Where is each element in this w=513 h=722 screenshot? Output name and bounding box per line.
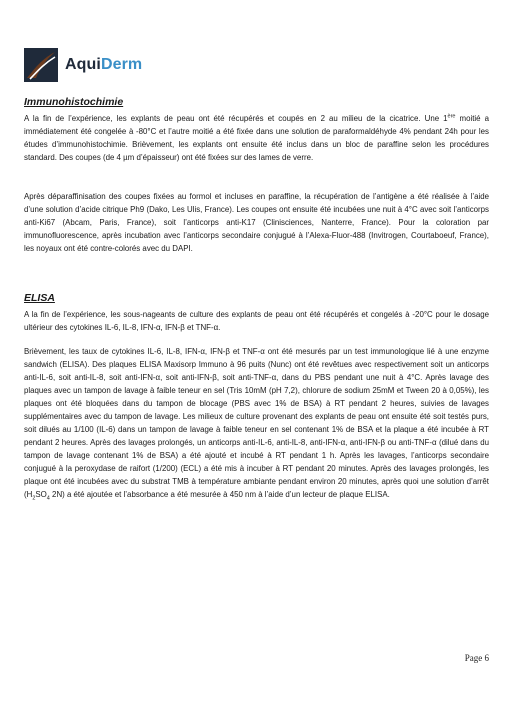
text-run: A la fin de l’expérience, les explants de peau ont été récupérés et coupés en 2 au milieu de la cicatrice. Une 1 — [24, 114, 448, 123]
text-run: 2N) a été ajoutée et l’absorbance a été mesurée à 450 nm à l’aide d’un lecteur de plaque ELISA. — [49, 490, 390, 499]
text-run: SO — [35, 490, 47, 499]
paragraph-elisa-1: A la fin de l’expérience, les sous-nageants de culture des explants de peau ont été récupérés et congelés à -20°C pour le dosage ultérieur des cytokines IL-6, IL-8, IFN-α, IFN-β et TNF-α. — [24, 310, 489, 332]
paragraph-elisa-2 — [24, 345, 489, 501]
subscript: 2 — [32, 495, 36, 502]
text-run: Brièvement, les taux de cytokines IL-6, IL-8, IFN-α, IFN-β et TNF-α ont été mesurés par un test immunologique lié à une enzyme sandwich (ELISA). Des plaques ELISA Maxisorp Immuno à 96 puits (Nunc) ont été revêtues avec respectivement soit un anticorps anti-IL-6, soit anti-IL-8, soit anti-IFN-α, soit anti-IFN-β, soit anti-TNF-α, dans du PBS pendant une nuit à 4°C. Après lavage des plaques avec un tampon de lavage à faible teneur en sel (Tris 10mM (pH 7,2), chlorure de sodium 25mM et Tween 20 à 0,05%), les plaques ont été bloquées dans du tampon de blocage (PBS avec 1% de BSA) à RT pendant 2 heures, suivies de lavages supplémentaires avec du tampon de lavage. Les milieux de culture provenant des explants de peau ont ensuite été soit testés purs, soit dilués au 1/100 (IL-6) dans un tampon de lavage à faible teneur en sel contenant 1% de BSA et la plaque a été incubée à RT pendant 2 heures. Après des lavages prolongés, un anticorps anti-IL-6, anti-IL-8, anti-IFN-α, anti-IFN-β ou anti-TNF-α (dilué dans du tampon de lavage contenant 1% de BSA) a été ajouté et incubé à RT pendant 1 h. Après les lavages, l’anticorps secondaire conjugué à la peroxydase de raifort (1/200) (ECL) a été mis à incuber à RT pendant 20 minutes. Après des lavages prolongés, les plaque ont été incubées avec du substrat TMB à température ambiante pendant environ 20 minutes, après quoi une solution d’arrêt (H — [24, 347, 489, 499]
aquiderm-logo-icon — [24, 48, 58, 82]
brand-name-part1: Aqui — [65, 56, 101, 73]
subscript: 4 — [46, 495, 50, 502]
section-title-elisa: ELISA — [24, 292, 55, 304]
brand-name-part2: Derm — [100, 56, 143, 73]
text-run: moitié a immédiatement été congelée à -80°C et l’autre moitié a été fixée dans une solution de paraformaldéhyde 4% pendant 24h pour les études d’immunohistochimie. Brièvement, les explants ont ensuite été inclus dans un bloc de paraffine selon les procédures standard. Des coupes (de 4 µm d’épaisseur) ont été fixées sur des lames de verre. — [24, 114, 489, 162]
page-number: Page 6 — [464, 653, 489, 663]
superscript: ère — [447, 113, 456, 120]
paragraph-immuno-2: Après déparaffinisation des coupes fixées au formol et incluses en paraffine, la récupération de l’antigène a été réalisée à l’aide d’une solution d’acide citrique Ph9 (Dako, Les Ulis, France). Les coupes ont ensuite été incubées une nuit à 4°C avec soit l’anticorps anti-Ki67 (Abcam, Paris, France), soit l’anticorps anti-K17 (Clinisciences, Nanterre, France). Pour la coloration par immunofluorescence, après incubation avec l’anticorps secondaire conjugué à l’Alexa-Fluor-488 (Invitrogen, Courtaboeuf, France), les noyaux ont été contre-colorés avec du DAPI. — [24, 192, 489, 253]
section-title-immunohistochimie: Immunohistochimie — [24, 96, 124, 108]
paragraph-immuno-1 — [24, 112, 489, 164]
aquiderm-logo — [24, 48, 142, 82]
brand-name — [65, 57, 142, 73]
